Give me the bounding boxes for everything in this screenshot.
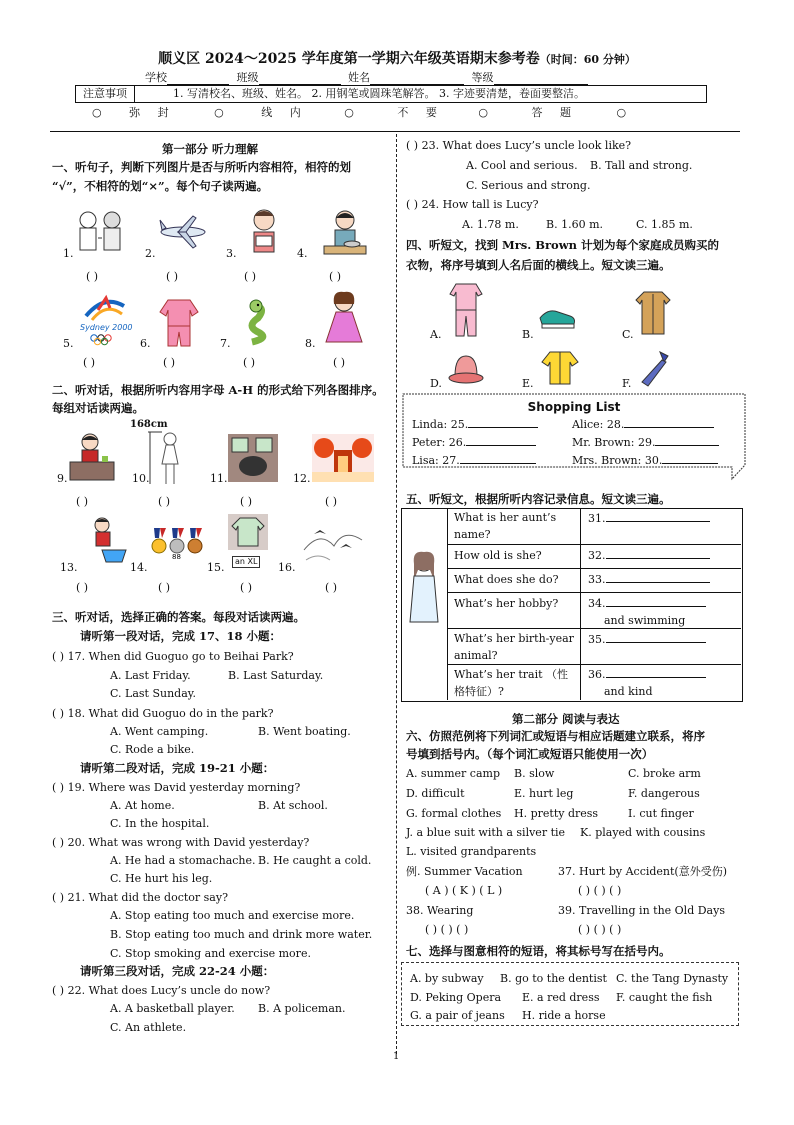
info-answer-31: 31.: [588, 510, 710, 528]
q4-answer[interactable]: ( ): [329, 270, 342, 283]
shopping-list-title: Shopping List: [527, 400, 621, 414]
info-question-32: How old is she?: [454, 549, 542, 562]
q20-option-b[interactable]: B. He caught a cold.: [258, 854, 372, 867]
q10-number: 10.: [132, 472, 150, 485]
blank-28[interactable]: [624, 427, 714, 428]
seal-circle: ○: [92, 106, 102, 119]
q22-option-a[interactable]: A. A basketball player.: [110, 1002, 235, 1015]
girl-washing-clothes-picture: [88, 516, 128, 564]
q19-option-b[interactable]: B. At school.: [258, 799, 328, 812]
row-line: [447, 544, 741, 545]
q5-answer[interactable]: ( ): [83, 356, 96, 369]
teacher-at-desk-picture: [68, 432, 118, 482]
q23: ( ) 23. What does Lucy’s uncle look like?: [406, 139, 632, 152]
row-line: [447, 592, 741, 593]
example-answer: ( A ) ( K ) ( L ): [425, 884, 503, 897]
shopping-lisa: Lisa: 27.: [412, 452, 536, 470]
word-e: E. hurt leg: [514, 787, 574, 800]
seal-circle: ○: [616, 106, 627, 119]
q20-option-a[interactable]: A. He had a stomachache.: [110, 854, 256, 867]
q3-answer[interactable]: ( ): [244, 270, 257, 283]
example-topic: 例. Summer Vacation: [406, 865, 523, 878]
notice-box: [75, 85, 707, 103]
snake-picture: [236, 298, 276, 346]
q18-option-b[interactable]: B. Went boating.: [258, 725, 351, 738]
q16-answer[interactable]: ( ): [325, 581, 338, 594]
q11-number: 11.: [210, 472, 228, 485]
info-question-33: What does she do?: [454, 573, 559, 586]
q10-answer[interactable]: ( ): [158, 495, 171, 508]
hat-picture: [447, 352, 485, 386]
q7-number: 7.: [220, 337, 231, 350]
sneakers-picture: [538, 300, 578, 332]
info-extra-36: and kind: [604, 685, 653, 698]
q14-number: 14.: [130, 561, 148, 574]
grade-field[interactable]: [494, 73, 588, 85]
school-field[interactable]: [167, 73, 229, 85]
shopping-mr-brown: Mr. Brown: 29.: [572, 434, 719, 452]
clothing-d-label: D.: [430, 377, 442, 390]
part1-title: 第一部分 听力理解: [162, 142, 259, 156]
word-b: B. slow: [514, 767, 555, 780]
clothing-c-label: C.: [622, 328, 634, 341]
autumn-scene-picture: [312, 434, 374, 482]
blank-27[interactable]: [460, 463, 536, 464]
blank-36[interactable]: [606, 677, 706, 678]
q23-option-c[interactable]: C. Serious and strong.: [466, 179, 591, 192]
word-d: D. difficult: [406, 787, 465, 800]
blank-25[interactable]: [468, 427, 538, 428]
seal-circle: ○: [344, 106, 354, 119]
q21: ( ) 21. What did the doctor say?: [52, 891, 228, 904]
q19-option-c[interactable]: C. In the hospital.: [110, 817, 210, 830]
section3-title: 三、听对话，选择正确的答案。每段对话读两遍。: [52, 610, 305, 624]
pajamas-picture: [448, 282, 484, 338]
word-k: K. played with cousins: [580, 826, 706, 839]
q24-option-a[interactable]: A. 1.78 m.: [462, 218, 519, 231]
q15-answer[interactable]: ( ): [240, 581, 253, 594]
blank-29[interactable]: [655, 445, 719, 446]
blank-26[interactable]: [466, 445, 536, 446]
q16-number: 16.: [278, 561, 296, 574]
blank-34[interactable]: [606, 606, 706, 607]
header-divider: [50, 131, 740, 132]
answer-38[interactable]: ( ) ( ) ( ): [425, 923, 469, 936]
section5-title: 五、听短文，根据所听内容记录信息。短文读三遍。: [406, 492, 671, 506]
info-table-divider: [580, 508, 581, 700]
q21-option-c[interactable]: C. Stop smoking and exercise more.: [110, 947, 311, 960]
seal-char: 线: [261, 106, 273, 119]
clothing-e-label: E.: [522, 377, 534, 390]
q12-answer[interactable]: ( ): [325, 495, 338, 508]
seal-char: 弥: [129, 106, 141, 119]
section4-title-2: 衣物，将序号填到人名后面的横线上。短文读三遍。: [406, 258, 671, 272]
q20: ( ) 20. What was wrong with David yesterday?: [52, 836, 310, 849]
shopping-mrs-brown: Mrs. Brown: 30.: [572, 452, 718, 470]
shopping-peter: Peter: 26.: [412, 434, 536, 452]
q6-answer[interactable]: ( ): [163, 356, 176, 369]
q12-number: 12.: [293, 472, 311, 485]
seal-char: 不: [397, 106, 409, 119]
girl-in-dress-picture: [322, 290, 366, 346]
phrase-b: B. go to the dentist: [500, 972, 607, 985]
q17: ( ) 17. When did Guoguo go to Beihai Park?: [52, 650, 294, 663]
q8-number: 8.: [305, 337, 316, 350]
word-a: A. summer camp: [406, 767, 500, 780]
section6-title-2: 号填到括号内。（每个词汇或短语只能使用一次）: [406, 747, 654, 761]
school-label: 学校: [145, 71, 167, 84]
blank-32[interactable]: [606, 558, 710, 559]
q11-answer[interactable]: ( ): [240, 495, 253, 508]
word-c: C. broke arm: [628, 767, 701, 780]
pink-clothes-picture: [156, 296, 202, 348]
q23-option-a[interactable]: A. Cool and serious.: [466, 159, 578, 172]
seal-char: 封: [157, 106, 169, 119]
phrase-g: G. a pair of jeans: [410, 1009, 505, 1022]
info-answer-35: 35.: [588, 631, 706, 649]
row-line: [447, 568, 741, 569]
section7-title: 七、选择与图意相符的短语，将其标号写在括号内。: [406, 944, 671, 958]
seal-char: 答: [531, 106, 543, 119]
seal-char: 内: [289, 106, 301, 119]
section4-title: 四、听短文，找到 Mrs. Brown 计划为每个家庭成员购买的: [406, 238, 719, 252]
topic-39: 39. Travelling in the Old Days: [558, 904, 725, 917]
tie-picture: [634, 350, 674, 388]
info-question-35: What’s her birth-year animal?: [454, 632, 574, 662]
seal-char: 题: [559, 106, 571, 119]
yellow-shirt-picture: [540, 348, 580, 388]
q2-answer[interactable]: ( ): [166, 270, 179, 283]
word-l: L. visited grandparents: [406, 845, 537, 858]
info-answer-36: 36.: [588, 666, 706, 684]
q17-option-b[interactable]: B. Last Saturday.: [228, 669, 324, 682]
notice-label: 注意事项: [76, 86, 135, 102]
coat-picture: [634, 290, 672, 336]
q8-answer[interactable]: ( ): [333, 356, 346, 369]
info-answer-32: 32.: [588, 547, 710, 565]
part2-title: 第二部分 阅读与表达: [512, 712, 620, 726]
answer-37[interactable]: ( ) ( ) ( ): [578, 884, 622, 897]
shopping-linda: Linda: 25.: [412, 416, 538, 434]
name-label: 姓名: [348, 71, 370, 84]
phrase-c: C. the Tang Dynasty: [616, 972, 729, 985]
tall-girl-outline-picture: [148, 430, 188, 486]
topic-38: 38. Wearing: [406, 904, 474, 917]
q19: ( ) 19. Where was David yesterday morning?: [52, 781, 301, 794]
airplane-picture: [158, 212, 208, 252]
word-f: F. dangerous: [628, 787, 700, 800]
svg-text:88: 88: [172, 553, 181, 560]
svg-text:Sydney 2000: Sydney 2000: [80, 323, 133, 332]
q9-answer[interactable]: ( ): [76, 495, 89, 508]
q2-number: 2.: [145, 247, 156, 260]
q17-option-c[interactable]: C. Last Sunday.: [110, 687, 196, 700]
q24: ( ) 24. How tall is Lucy?: [406, 198, 539, 211]
dialogue3-label: 请听第三段对话，完成 22-24 小题：: [80, 964, 275, 978]
q15-number: 15.: [207, 561, 225, 574]
hospital-scene-picture: [228, 434, 278, 482]
word-i: I. cut finger: [628, 807, 694, 820]
q18-option-c[interactable]: C. Rode a bike.: [110, 743, 195, 756]
row-line: [447, 628, 741, 629]
ink-birds-picture: [300, 520, 366, 564]
q7-answer[interactable]: ( ): [243, 356, 256, 369]
column-divider: [396, 134, 397, 1054]
shopping-alice: Alice: 28.: [572, 416, 714, 434]
section2-title: 二、听对话，根据所听内容用字母 A-H 的形式给下列各图排序。: [52, 383, 384, 397]
section1-title-2: “√”，不相符的划“×”。每个句子读两遍。: [52, 179, 269, 193]
blank-33[interactable]: [606, 582, 710, 583]
word-h: H. pretty dress: [514, 807, 599, 820]
blank-30[interactable]: [662, 463, 718, 464]
phrase-h: H. ride a horse: [522, 1009, 606, 1022]
girl-reading-picture: [242, 206, 286, 258]
phrase-a: A. by subway: [410, 972, 484, 985]
q22-option-b[interactable]: B. A policeman.: [258, 1002, 346, 1015]
q13-number: 13.: [60, 561, 78, 574]
section1-title: 一、听句子，判断下列图片是否与所听内容相符，相符的划: [52, 160, 351, 174]
exam-title: 顺义区 2024～2025 学年度第一学期六年级英语期末参考卷（时间：60 分钟）: [158, 51, 636, 67]
word-g: G. formal clothes: [406, 807, 502, 820]
q21-option-a[interactable]: A. Stop eating too much and exercise more.: [110, 909, 355, 922]
notice-text: 1. 写清校名、班级、姓名。 2. 用钢笔或圆珠笔解答。 3. 字迹要清楚，卷面要整洁。: [173, 87, 585, 100]
info-extra-34: and swimming: [604, 614, 686, 627]
q21-option-b[interactable]: B. Stop eating too much and drink more water.: [110, 928, 373, 941]
q24-option-b[interactable]: B. 1.60 m.: [546, 218, 603, 231]
q19-option-a[interactable]: A. At home.: [110, 799, 175, 812]
info-table-divider: [447, 508, 448, 700]
answer-39[interactable]: ( ) ( ) ( ): [578, 923, 622, 936]
phrase-f: F. caught the fish: [616, 991, 713, 1004]
jacket-picture: [228, 514, 268, 550]
sydney-olympics-logo: [76, 292, 136, 346]
medals-picture: [150, 526, 204, 560]
class-field[interactable]: [259, 73, 341, 85]
topic-37: 37. Hurt by Accident(意外受伤): [558, 865, 728, 878]
q20-option-c[interactable]: C. He hurt his leg.: [110, 872, 213, 885]
size-tag: an XL: [232, 556, 260, 568]
info-answer-34: 34.: [588, 595, 706, 613]
aunt-picture: [404, 550, 444, 626]
clothing-f-label: F.: [622, 377, 632, 390]
q9-number: 9.: [57, 472, 68, 485]
blank-35[interactable]: [606, 642, 706, 643]
seal-circle: ○: [478, 106, 488, 119]
dialogue1-label: 请听第一段对话，完成 17、18 小题：: [80, 629, 282, 643]
clothing-b-label: B.: [522, 328, 534, 341]
page-number: 1: [393, 1051, 400, 1062]
student-info-line: [145, 69, 588, 85]
info-answer-33: 33.: [588, 571, 710, 589]
info-question-31: What is her aunt’s name?: [454, 511, 557, 541]
row-line: [447, 664, 741, 665]
q18: ( ) 18. What did Guoguo do in the park?: [52, 707, 274, 720]
phrase-e: E. a red dress: [522, 991, 600, 1004]
q5-number: 5.: [63, 337, 74, 350]
word-j: J. a blue suit with a silver tie: [406, 826, 566, 839]
section2-title-2: 每组对话读两遍。: [52, 401, 144, 415]
info-question-34: What’s her hobby?: [454, 597, 559, 610]
q23-option-b[interactable]: B. Tall and strong.: [590, 159, 693, 172]
q1-number: 1.: [63, 247, 74, 260]
q4-number: 4.: [297, 247, 308, 260]
clothing-a-label: A.: [430, 328, 442, 341]
q3-number: 3.: [226, 247, 237, 260]
seal-circle: ○: [214, 106, 224, 119]
q24-option-c[interactable]: C. 1.85 m.: [636, 218, 693, 231]
q18-option-a[interactable]: A. Went camping.: [110, 725, 209, 738]
q17-option-a[interactable]: A. Last Friday.: [110, 669, 191, 682]
q22-option-c[interactable]: C. An athlete.: [110, 1021, 187, 1034]
seal-char: 要: [425, 106, 437, 119]
phrase-d: D. Peking Opera: [410, 991, 502, 1004]
class-label: 班级: [236, 71, 259, 84]
name-field[interactable]: [370, 73, 464, 85]
q6-number: 6.: [140, 337, 151, 350]
grade-label: 等级: [471, 71, 494, 84]
height-label: 168cm: [130, 419, 168, 430]
dialogue2-label: 请听第二段对话，完成 19-21 小题：: [80, 761, 275, 775]
q13-answer[interactable]: ( ): [76, 581, 89, 594]
q22: ( ) 22. What does Lucy’s uncle do now?: [52, 984, 271, 997]
girl-cooking-picture: [320, 208, 370, 258]
q14-answer[interactable]: ( ): [158, 581, 171, 594]
grandparents-picture: [72, 208, 130, 258]
seal-line: [92, 104, 626, 120]
section6-title: 六、仿照范例将下列词汇或短语与相应话题建立联系，将序: [406, 729, 705, 743]
info-question-36: What’s her trait （性格特征）?: [454, 668, 569, 698]
blank-31[interactable]: [606, 521, 710, 522]
q1-answer[interactable]: ( ): [86, 270, 99, 283]
